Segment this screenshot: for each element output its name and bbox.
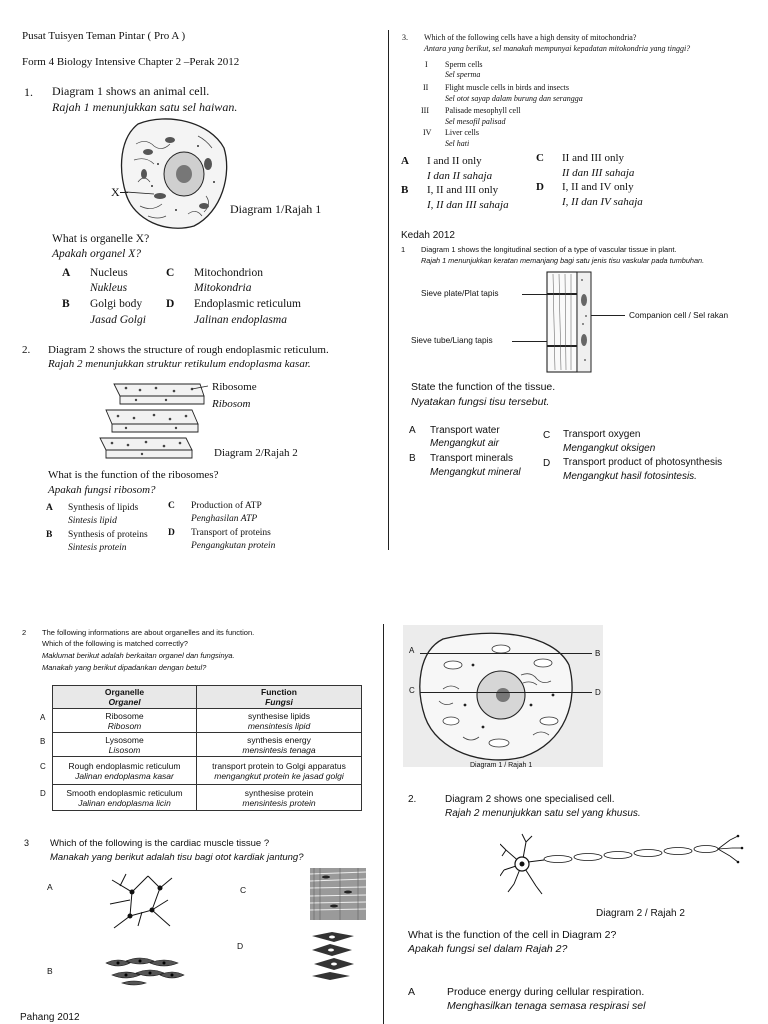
sieve-plate-label: Sieve plate/Plat tapis [421,288,499,298]
q1-question-en: Diagram 1 shows an animal cell. [52,84,210,98]
cell-label-b: B [595,649,601,658]
cell-my: mensintesis lipid [247,720,311,731]
table-row[interactable] [53,757,362,785]
diagram2-caption: Diagram 2/Rajah 2 [214,447,298,459]
option-letter: D [536,181,544,193]
cell-en: Rough endoplasmic reticulum [68,760,181,771]
option-text-my: II dan III sahaja [562,167,635,179]
sieve-tube-label: Sieve tube/Liang tapis [411,335,493,345]
option-letter: C [536,152,544,164]
option-letter: A [401,155,409,167]
q3-option-a-letter[interactable]: A [47,882,53,892]
option-text-en: Transport water [430,425,500,436]
q2-ask-en: What is the function of the ribosomes? [48,469,219,481]
option-text-en: Golgi body [90,298,143,310]
cell-en: synthesis energy [247,734,311,745]
diagram1-caption: Diagram 1/Rajah 1 [230,202,322,216]
cell-en: Smooth endoplasmic reticulum [66,787,183,798]
q3-option-d-letter[interactable]: D [237,941,244,951]
statement-my: Sel sperma [445,70,481,79]
phloem-diagram [545,270,595,374]
p4-q2-question-my: Rajah 2 menunjukkan satu sel yang khusus. [445,808,641,819]
statement-my: Sel mesofil palisad [445,117,506,126]
tissue-option-d-image[interactable] [310,930,356,980]
page1-header-centre: Pusat Tuisyen Teman Pintar ( Pro A ) [22,30,186,42]
option-letter: A [62,267,71,279]
page-divider-bottom [383,624,384,1024]
option-text-my: Jalinan endoplasma [194,314,287,326]
option-text-my: Jasad Golgi [90,314,146,326]
option-letter: D [166,298,175,310]
p3-q2-line3: Maklumat berikut adalah berkaitan organel dan fungsinya. [42,651,235,660]
option-text-my: Mengangkut oksigen [563,443,656,454]
row-letter-b: B [40,737,46,746]
option-letter: D [543,458,551,469]
option-text-my: I, II dan III sahaja [427,199,509,211]
header-en: Organelle [104,687,145,697]
cell-label-c: C [409,686,415,695]
option-text-my: Mengangkut air [430,438,499,449]
statement-en: Flight muscle cells in birds and insects [445,83,569,92]
header-my: Fungsi [265,697,293,707]
p3-q2-line4: Manakah yang berikut dipadankan dengan betul? [42,663,207,672]
option-letter: B [62,298,70,310]
row-letter-d: D [40,789,46,798]
option-text-my: Mengangkut mineral [430,467,521,478]
p4-diagram2-caption: Diagram 2 / Rajah 2 [596,908,685,919]
p4-diagram1-caption: Diagram 1 / Rajah 1 [470,762,533,769]
option-letter: C [543,430,551,441]
option-text-en: Transport of proteins [191,528,271,538]
tissue-option-b-image[interactable] [104,955,186,987]
option-text-my: Menghasilkan tenaga semasa respirasi sel [447,1000,646,1012]
option-text-my: Mengangkut hasil fotosintesis. [563,471,697,482]
pahang-2012-footer: Pahang 2012 [20,1012,80,1023]
cell-label-a: A [409,646,415,655]
rough-er-diagram [96,378,208,460]
kedah-q1-question-en: Diagram 1 shows the longitudinal section of a type of vascular tissue in plant. [421,245,677,254]
option-text-my: Sintesis protein [68,543,127,553]
ribosome-label-en: Ribosome [212,381,257,393]
q1-number: 1. [24,85,33,99]
organelle-cell [53,733,197,757]
option-letter: A [46,503,53,513]
cell-en: synthesise protein [244,787,314,798]
tissue-option-a-image[interactable] [108,870,176,932]
label-x-pointer [120,192,128,193]
q1-question-my: Rajah 1 menunjukkan satu sel haiwan. [52,100,238,114]
cell-en: transport protein to Golgi apparatus [212,760,346,771]
statement-en: Sperm cells [445,60,483,69]
p3-q3-number: 3 [24,838,30,848]
kedah-ask-en: State the function of the tissue. [411,381,556,393]
pointer-line-a-b [420,653,592,654]
kedah-ask-my: Nyatakan fungsi tisu tersebut. [411,396,550,408]
cell-my: Jalinan endoplasma kasar [75,770,174,781]
organelle-cell [53,709,197,733]
option-text-en: I, II and IV only [562,181,634,193]
statement-numeral: II [423,83,429,92]
table-row[interactable] [53,785,362,811]
option-text-my: Sintesis lipid [68,516,117,526]
q1-ask-my: Apakah organel X? [52,248,142,260]
companion-cell-label: Companion cell / Sel rakan [629,310,729,320]
option-text-en: I, II and III only [427,184,499,196]
statement-my: Sel hati [445,139,470,148]
animal-cell-diagram [118,116,230,231]
pointer-line-c-d [420,692,592,693]
ribosome-label-my: Ribosom [212,398,251,410]
p4-q2-question-en: Diagram 2 shows one specialised cell. [445,794,615,805]
option-letter: B [46,530,53,540]
p3-q3-question-my: Manakah yang berikut adalah tisu bagi otot kardiak jantung? [50,852,304,863]
q3-question-en: Which of the following cells have a high density of mitochondria? [424,33,637,42]
companion-cell-pointer [591,315,625,316]
page-divider-top [388,30,389,550]
statement-numeral: III [421,106,429,115]
option-text-en: Transport product of photosynthesis [563,457,723,468]
option-letter: B [401,184,409,196]
function-cell [197,709,362,733]
page1-header-chapter: Form 4 Biology Intensive Chapter 2 –Perak 2012 [22,56,240,68]
p4-q2-number: 2. [408,794,417,805]
header-my: Organel [108,697,141,707]
q2-question-my: Rajah 2 menunjukkan struktur retikulum endoplasma kasar. [48,358,311,370]
p4-q2-ask-en: What is the function of the cell in Diagram 2? [408,929,617,941]
option-letter: C [166,267,175,279]
cell-en: Lysosome [105,734,144,745]
option-text-en: Nucleus [90,267,128,279]
animal-cell-diagram-2 [403,625,603,767]
cell-label-x: X [111,185,120,199]
row-letter-a: A [40,713,46,722]
cell-my: mensintesis protein [242,797,316,808]
p4-q2-ask-my: Apakah fungsi sel dalam Rajah 2? [408,943,568,955]
kedah-2012-heading: Kedah 2012 [401,230,455,241]
p3-q2-number: 2 [22,628,27,637]
q2-question-en: Diagram 2 shows the structure of rough endoplasmic reticulum. [48,344,329,356]
neuron-diagram [500,826,748,902]
option-text-en: Synthesis of proteins [68,530,148,540]
option-text-en: I and II only [427,155,482,167]
q2-number: 2. [22,344,31,356]
option-letter: D [168,528,175,538]
tissue-option-c-image[interactable] [310,868,366,920]
column-header-function [197,686,362,709]
sieve-tube-pointer [512,341,547,342]
cell-label-d: D [595,688,601,697]
q3-option-b-letter[interactable]: B [47,966,53,976]
statement-en: Palisade mesophyll cell [445,106,521,115]
column-header-organelle [53,686,197,709]
q1-ask-en: What is organelle X? [52,233,150,245]
p3-q2-line2: Which of the following is matched correctly? [42,639,188,648]
option-letter: A [408,986,416,998]
table-row[interactable] [53,733,362,757]
option-text-en: Endoplasmic reticulum [194,298,301,310]
option-text-en: Produce energy during cellular respiration. [447,986,645,998]
option-text-en: Transport oxygen [563,429,641,440]
kedah-q1-question-my: Rajah 1 menunjukkan keratan memanjang bagi satu jenis tisu vaskular pada tumbuhan. [421,256,705,265]
table-row[interactable] [53,709,362,733]
cell-en: synthesise lipids [248,710,310,721]
option-text-my: I dan II sahaja [427,170,493,182]
statement-my: Sel otot sayap dalam burung dan serangga [445,94,583,103]
sieve-plate-pointer [522,294,547,295]
statement-en: Liver cells [445,128,479,137]
function-cell [197,733,362,757]
p3-q2-line1: The following informations are about organelles and its function. [42,628,255,637]
option-letter: A [409,425,416,436]
header-en: Function [261,687,297,697]
statement-numeral: I [425,60,428,69]
option-text-my: Mitokondria [194,282,252,294]
q2-ask-my: Apakah fungsi ribosom? [48,484,156,496]
cell-en: Ribosome [105,710,144,721]
function-cell [197,785,362,811]
option-text-en: Synthesis of lipids [68,503,139,513]
statement-numeral: IV [423,128,432,137]
option-text-my: Pengangkutan protein [191,541,276,551]
cell-my: mensintesis tenaga [242,744,316,755]
q3-option-c-letter[interactable]: C [240,885,247,895]
cell-my: Lisosom [108,744,141,755]
table-header-row [53,686,362,709]
organelle-function-table [52,685,362,811]
organelle-cell [53,785,197,811]
option-text-en: Transport minerals [430,453,513,464]
organelle-cell [53,757,197,785]
kedah-q1-number: 1 [401,245,406,254]
function-cell [197,757,362,785]
cell-my: Ribosom [107,720,142,731]
row-letter-c: C [40,762,46,771]
q3-question-my: Antara yang berikut, sel manakah mempunyai kepadatan mitokondria yang tinggi? [424,44,691,53]
cell-my: mengangkut protein ke jasad golgi [214,770,344,781]
option-text-my: Nukleus [90,282,128,294]
option-text-en: Mitochondrion [194,267,263,279]
option-text-my: I, II dan IV sahaja [562,196,643,208]
option-letter: C [168,501,175,511]
option-text-my: Penghasilan ATP [191,514,258,524]
q3-number: 3. [402,33,408,42]
cell-my: Jalinan endoplasma licin [78,797,171,808]
option-letter: B [409,453,416,464]
p3-q3-question-en: Which of the following is the cardiac muscle tissue ? [50,838,270,849]
option-text-en: Production of ATP [191,501,262,511]
option-text-en: II and III only [562,152,625,164]
